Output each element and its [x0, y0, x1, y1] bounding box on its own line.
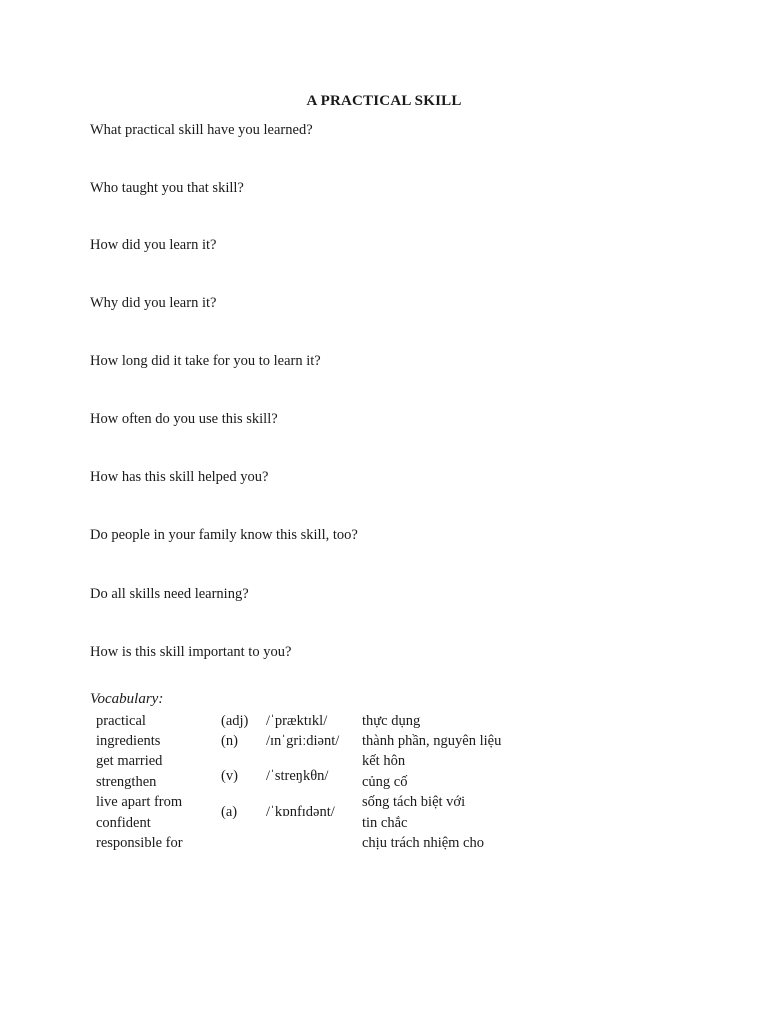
vocab-part-of-speech: (n)	[221, 733, 238, 749]
vocab-phonetic: /ɪnˈgriːdiənt/	[266, 733, 340, 749]
vocab-word: strengthen	[96, 774, 157, 790]
question-1: What practical skill have you learned?	[90, 122, 313, 138]
vocab-part-of-speech: (adj)	[221, 713, 249, 729]
vocab-part-of-speech: (a)	[221, 804, 238, 820]
vocab-part-of-speech: (v)	[221, 768, 238, 784]
vocab-phonetic: /ˈpræktɪkl/	[266, 713, 328, 729]
vocab-word: live apart from	[96, 794, 183, 810]
question-10: How is this skill important to you?	[90, 644, 292, 660]
vocab-phonetic: /ˈkɒnfɪdənt/	[266, 804, 335, 820]
vocab-word: responsible for	[96, 835, 183, 851]
vocab-translation: củng cố	[362, 774, 408, 790]
vocab-word: ingredients	[96, 733, 161, 749]
vocab-translation: tin chắc	[362, 815, 408, 831]
vocab-phonetic: /ˈstreŋkθn/	[266, 768, 329, 784]
vocab-word: confident	[96, 815, 151, 831]
vocabulary-heading: Vocabulary:	[90, 691, 164, 707]
question-3: How did you learn it?	[90, 237, 217, 253]
question-5: How long did it take for you to learn it?	[90, 353, 321, 369]
vocab-word: get married	[96, 753, 163, 769]
question-4: Why did you learn it?	[90, 295, 217, 311]
vocab-translation: kết hôn	[362, 753, 406, 769]
vocab-translation: chịu trách nhiệm cho	[362, 835, 484, 851]
vocab-translation: thành phần, nguyên liệu	[362, 733, 502, 749]
question-2: Who taught you that skill?	[90, 180, 244, 196]
vocab-translation: sống tách biệt với	[362, 794, 466, 810]
vocab-translation: thực dụng	[362, 713, 421, 729]
page-title: A PRACTICAL SKILL	[306, 93, 462, 109]
question-9: Do all skills need learning?	[90, 586, 249, 602]
question-8: Do people in your family know this skill, too?	[90, 527, 358, 543]
question-6: How often do you use this skill?	[90, 411, 278, 427]
question-7: How has this skill helped you?	[90, 469, 269, 485]
vocab-word: practical	[96, 713, 146, 729]
